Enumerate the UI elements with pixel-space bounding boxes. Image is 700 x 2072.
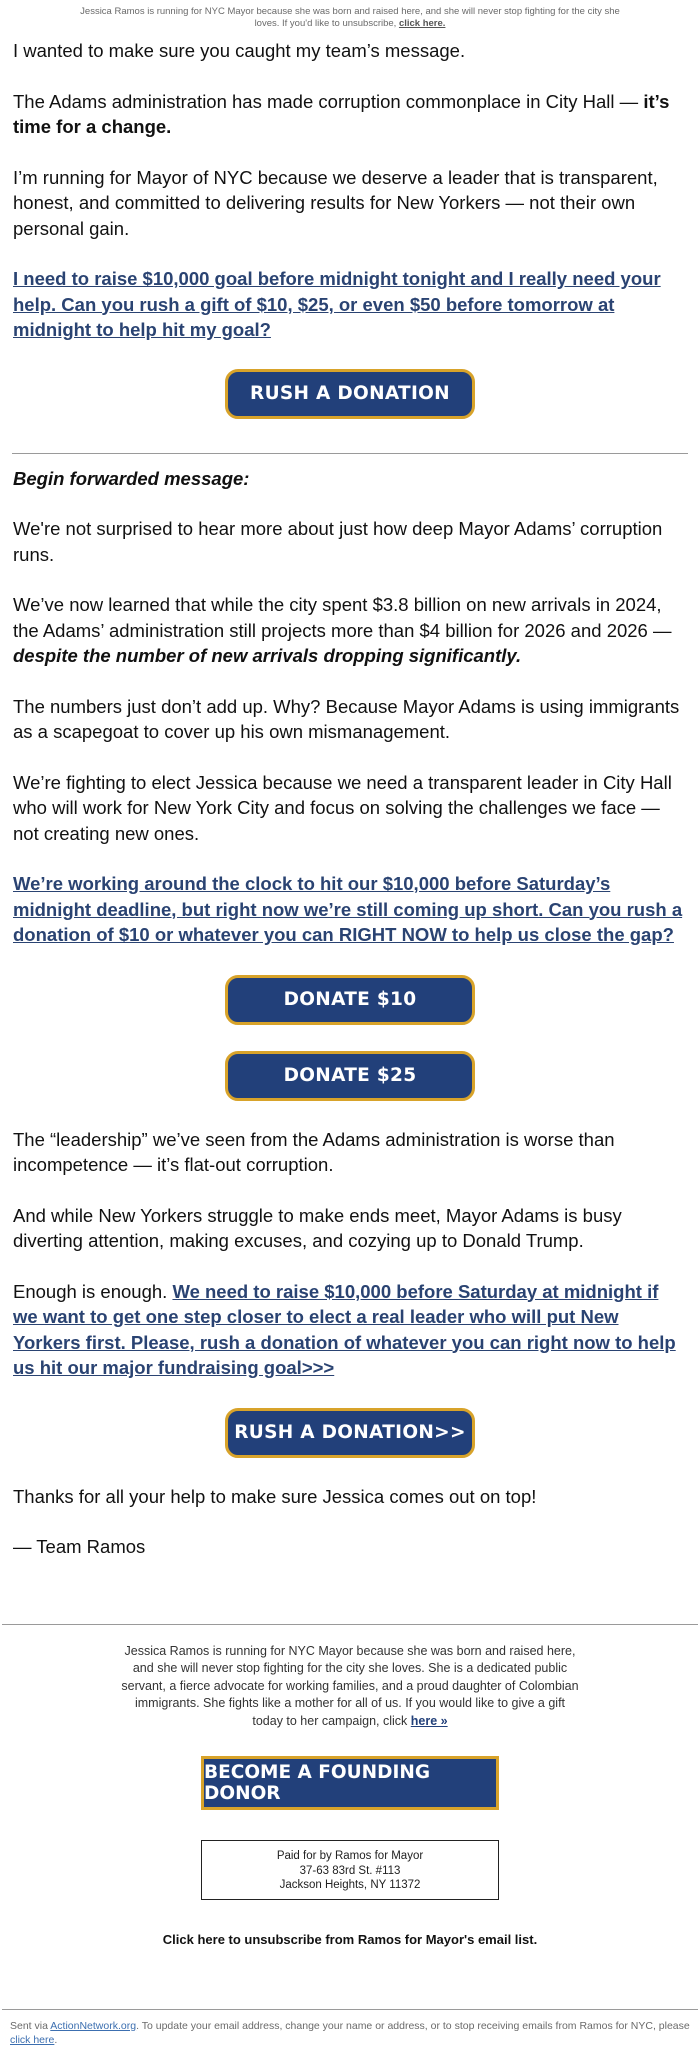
- intro-paragraph-3: I’m running for Mayor of NYC because we deserve a leader that is transparent, honest, and committed to delivering results for New Yorkers — not their own personal gain.: [13, 166, 658, 239]
- forwarded-p8-text: Enough is enough.: [13, 1280, 173, 1302]
- preheader-unsubscribe-link[interactable]: click here.: [398, 18, 446, 29]
- rush-donation-button-2[interactable]: RUSH A DONATION>>: [225, 1408, 475, 1458]
- unsubscribe-link[interactable]: Click here to unsubscribe from Ramos for Mayor's email list.: [162, 1931, 538, 1947]
- intro-p2-text: The Adams administration has made corruption commonplace in City Hall —: [13, 90, 644, 112]
- footer: [0, 1625, 700, 2009]
- forwarded-heading: Begin forwarded message:: [13, 467, 250, 489]
- forwarded-paragraph-6: The “leadership” we’ve seen from the Adams administration is worse than incompetence — it’s flat-out corruption.: [13, 1128, 615, 1175]
- footer-give-link[interactable]: here »: [410, 1713, 448, 1728]
- forwarded-paragraph-7: And while New Yorkers struggle to make ends meet, Mayor Adams is busy diverting attention, making excuses, and cozying up to Donald Trump.: [13, 1204, 622, 1251]
- preheader: [70, 6, 630, 30]
- donate-10-button[interactable]: DONATE $10: [225, 975, 475, 1025]
- forwarded-p2-text: We’ve now learned that while the city spent $3.8 billion on new arrivals in 2024, the Adams’ administration still projects more than $4 billion for 2026 and 2026 —: [13, 594, 672, 641]
- paid-city-line: Jackson Heights, NY 11372: [279, 1879, 421, 1891]
- footer-blurb: [120, 1643, 580, 1731]
- paid-for-box: [201, 1840, 499, 1900]
- paid-for-line: Paid for by Ramos for Mayor: [276, 1850, 424, 1862]
- email-body: [0, 30, 700, 453]
- founding-donor-button[interactable]: BECOME A FOUNDING DONOR: [201, 1756, 499, 1810]
- donate-25-button[interactable]: DONATE $25: [225, 1051, 475, 1101]
- thanks-paragraph: Thanks for all your help to make sure Jessica comes out on top!: [13, 1485, 537, 1507]
- sent-via-text: . To update your email address, change your name or address, or to stop receiving emails from Ramos for NYC, please: [136, 2019, 690, 2032]
- sent-via-notice: [0, 2019, 700, 2047]
- paid-address-line: 37-63 83rd St. #113: [299, 1864, 401, 1877]
- forwarded-paragraph-4: We’re fighting to elect Jessica because we need a transparent leader in City Hall who will work for New York City and focus on solving the challenges we face — not creating new ones.: [13, 771, 672, 844]
- forwarded-paragraph-2: [13, 592, 687, 669]
- forwarded-goal-link[interactable]: We need to raise $10,000 before Saturday at midnight if we want to get one step closer to elect a real leader who will put New Yorkers first. Please, rush a donation of whatever you can right now to help us hit our major fundraising goal>>>: [13, 1280, 676, 1378]
- forwarded-message: [0, 454, 700, 1624]
- sent-via-end: .: [54, 2033, 58, 2046]
- intro-p2-bold: it’s time for a change.: [13, 90, 670, 137]
- forwarded-donate-link[interactable]: We’re working around the clock to hit our $10,000 before Saturday’s midnight deadline, but right now we’re still coming up short. Can you rush a donation of $10 or whatever you can RIGHT NOW to help us close the gap?: [13, 873, 683, 945]
- rush-donation-button[interactable]: RUSH A DONATION: [225, 369, 475, 419]
- intro-paragraph-2: [13, 89, 687, 140]
- forwarded-paragraph-8: [13, 1279, 687, 1381]
- update-preferences-link[interactable]: click here: [10, 2033, 55, 2046]
- sent-via-prefix: Sent via: [10, 2019, 51, 2032]
- forwarded-paragraph-3: The numbers just don’t add up. Why? Because Mayor Adams is using immigrants as a scapegoat to cover up his own mismanagement.: [13, 695, 680, 742]
- actionnetwork-link[interactable]: ActionNetwork.org: [50, 2019, 137, 2032]
- preheader-text: Jessica Ramos is running for NYC Mayor because she was born and raised here, and she will never stop fighting for the city she loves. If you'd like to unsubscribe,: [80, 6, 620, 29]
- signoff: — Team Ramos: [13, 1536, 146, 1557]
- footer-blurb-text: Jessica Ramos is running for NYC Mayor because she was born and raised here, and she will never stop fighting for the city she loves. She is a dedicated public servant, a fierce advocate for working families, and a proud daughter of Colombian immigrants. She fights like a mother for all of us. If you would like to give a gift today to her campaign, click: [121, 1643, 579, 1728]
- intro-donate-link[interactable]: I need to raise $10,000 goal before midnight tonight and I really need your help. Can you rush a gift of $10, $25, or even $50 before tomorrow at midnight to help hit my goal?: [13, 268, 661, 340]
- intro-paragraph-1: I wanted to make sure you caught my team’s message.: [13, 40, 466, 61]
- forwarded-p2-bold: despite the number of new arrivals dropping significantly.: [13, 645, 522, 666]
- forwarded-paragraph-1: We're not surprised to hear more about just how deep Mayor Adams’ corruption runs.: [13, 518, 663, 565]
